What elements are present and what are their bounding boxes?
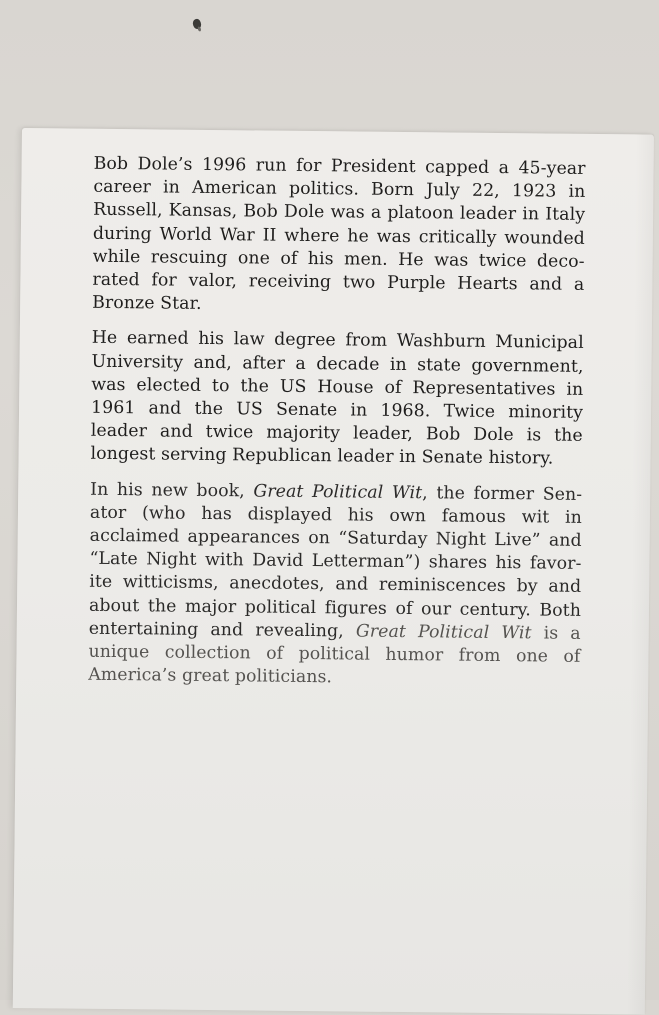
bio-paragraph: Bob Dole’s 1996 run for President capped a 45-year career in American politics. Born July 22, 1923 in Russell, Kansas, Bob Dole was a platoon leader in Italy during World War II where he was critically wounded while rescuing one of his men. He was twice deco-rated for valor, receiving two Purple Hearts and a Bronze Star. [92, 153, 586, 315]
flap-shading [627, 134, 654, 1014]
book-description-middle: , the former Sen-ator (who has displayed his own famous wit in acclaimed appearances on “Saturday Night Live” and “Late Night with David Letterman”) shares his favor-ite witticisms, anecdotes, and reminiscences by and about the major political figures of our century. Both entertaining and revealing, [88, 482, 583, 642]
author-blurb [88, 153, 586, 693]
book-jacket-flap [13, 128, 654, 1015]
book-description-intro: In his new book, [90, 479, 254, 502]
wall-speck [192, 18, 203, 30]
book-title: Great Political Wit [253, 481, 423, 503]
career-paragraph: He earned his law degree from Washburn Municipal University and, after a decade in state government, was elected to the US House of Representatives in 1961 and the US Senate in 1968. Twice minority leader and twice majority leader, Bob Dole is the longest serving Republican leader in Senate history. [90, 328, 584, 470]
book-title: Great Political Wit [355, 621, 532, 644]
book-description-end: is a unique collection of political humor from one of America’s great politicians. [88, 623, 581, 688]
book-description-paragraph [88, 478, 582, 692]
